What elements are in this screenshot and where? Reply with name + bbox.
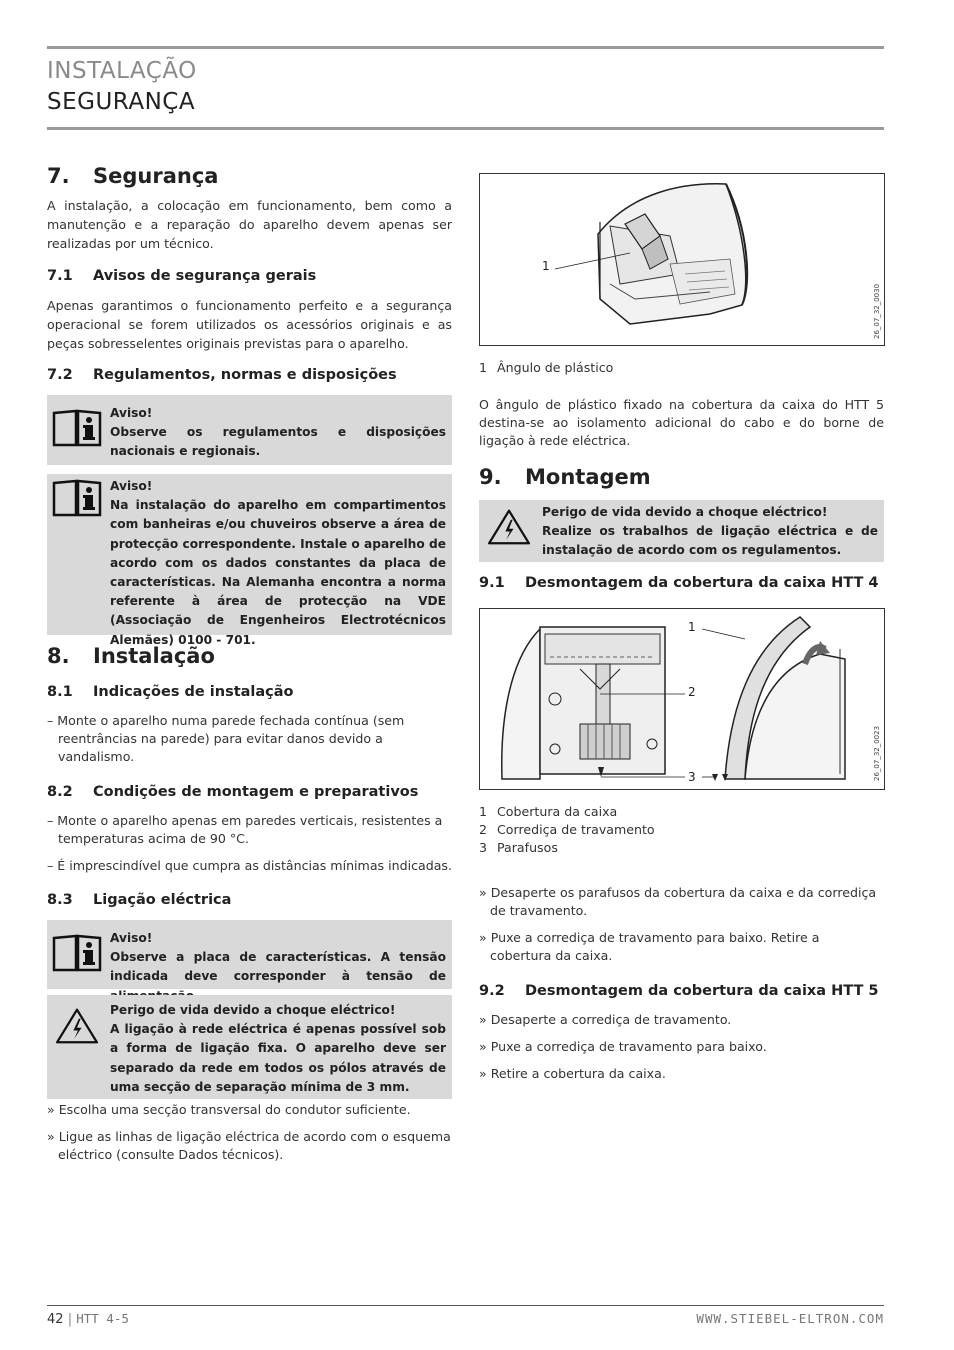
figure-code: 26_07_32_0023 <box>873 725 881 781</box>
header-bottom-rule <box>47 127 884 130</box>
info-box-text <box>110 477 446 650</box>
section-7-2-heading <box>47 367 397 383</box>
danger-box-text <box>542 503 878 561</box>
footer-left: 42 | HTT 4-5 <box>47 1311 129 1327</box>
legend-item <box>479 821 655 839</box>
section-number: 7.2 <box>47 367 73 383</box>
section-8-2-heading <box>47 784 418 800</box>
figure-plastic-angle <box>479 173 885 346</box>
footer-rule <box>47 1305 884 1306</box>
danger-box-body: A ligação à rede eléctrica é apenas possível sob a forma de ligação fixa. O aparelho deve ser separado da rede em todos os pólos através de uma secção de separação mínima de 3 mm. <box>110 1022 446 1094</box>
legend-item <box>479 839 655 857</box>
info-box-body: Na instalação do aparelho em compartimentos com banheiras e/ou chuveiros observe a área de protecção correspondente. Instale o aparelho de acordo com os dados constantes da placa de características. Na Alemanha encontra a norma referente à área de protecção na VDE (Associação de Engenheiros Electrotécnicos Alemães) 0100 - 701. <box>110 498 446 647</box>
section-title: Indicações de instalação <box>93 684 294 700</box>
section-title: Desmontagem da cobertura da caixa HTT 5 <box>525 983 879 999</box>
section-title: Montagem <box>525 465 651 489</box>
page-number: 42 <box>47 1312 64 1327</box>
legend-item <box>479 803 655 821</box>
danger-box-montagem <box>479 500 884 562</box>
legend-text: Parafusos <box>497 840 558 855</box>
info-box-body: Observe a placa de características. A tensão indicada deve corresponder à tensão de <box>110 950 446 984</box>
section-9-1-heading <box>479 575 879 591</box>
figure-htt4-cover <box>479 608 885 790</box>
section-8-heading <box>47 644 215 668</box>
model-name: HTT 4-5 <box>76 1311 129 1326</box>
list-item: » Puxe a corrediça de travamento para baixo. <box>479 1039 767 1054</box>
section-7-text: A instalação, a colocação em funcionamento, bem como a manutenção e a reparação do aparelho devem apenas ser realizadas por um técnico. <box>47 198 452 251</box>
legend-number: 2 <box>479 822 488 837</box>
info-box-lead: Aviso! <box>110 406 153 420</box>
legend-number: 1 <box>479 360 488 375</box>
list-item: – Monte o aparelho numa parede fechada contínua (sem reentrâncias na parede) para evitar danos devido a vandalismo. <box>47 713 405 764</box>
legend-item <box>479 359 613 377</box>
section-7-heading <box>47 164 218 188</box>
info-box-lead: Aviso! <box>110 479 153 493</box>
header-top-rule <box>47 46 884 49</box>
danger-box-lead: Perigo de vida devido a choque eléctrico! <box>542 505 828 519</box>
callout-label: 1 <box>688 620 696 634</box>
section-title: Segurança <box>93 164 219 188</box>
section-number: 8.1 <box>47 684 73 700</box>
section-number: 7.1 <box>47 268 73 284</box>
info-box-text <box>110 404 446 462</box>
danger-box-text <box>110 1001 446 1097</box>
list-item: » Retire a cobertura da caixa. <box>479 1066 666 1081</box>
manual-info-icon <box>52 934 102 972</box>
section-7-1-text: Apenas garantimos o funcionamento perfeito e a segurança operacional se forem utilizados os acessórios originais e as peças sobresselentes originais previstas para o aparelho. <box>47 298 452 351</box>
danger-box-electric <box>47 995 452 1099</box>
legend-number: 3 <box>479 840 488 855</box>
section-number: 9.1 <box>479 575 505 591</box>
legend-text: Cobertura da caixa <box>497 804 618 819</box>
list-item: – Monte o aparelho apenas em paredes verticais, resistentes a temperaturas acima de 90 °C. <box>47 813 443 846</box>
section-title: Condições de montagem e preparativos <box>93 784 419 800</box>
list-item: » Ligue as linhas de ligação eléctrica de acordo com o esquema eléctrico (consulte Dados técnicos). <box>47 1129 451 1162</box>
section-number: 8. <box>47 644 70 668</box>
figure-code: 26_07_32_0030 <box>873 283 881 339</box>
section-7-1-heading <box>47 268 316 284</box>
section-number: 9. <box>479 465 502 489</box>
section-number: 8.3 <box>47 892 73 908</box>
list-item: » Escolha uma secção transversal do condutor suficiente. <box>47 1102 411 1117</box>
section-9-heading <box>479 465 651 489</box>
section-title: Avisos de segurança gerais <box>93 268 317 284</box>
info-box-regulations <box>47 395 452 465</box>
danger-box-lead: Perigo de vida devido a choque eléctrico! <box>110 1003 396 1017</box>
list-item: » Desaperte os parafusos da cobertura da caixa e da corrediça de travamento. <box>479 885 877 918</box>
list-item: – É imprescindível que cumpra as distâncias mínimas indicadas. <box>47 858 452 873</box>
section-9-2-heading <box>479 983 879 999</box>
figure-legend <box>479 359 613 377</box>
section-8-3-heading <box>47 892 231 908</box>
legend-text: Corrediça de travamento <box>497 822 655 837</box>
plastic-angle-illustration <box>480 174 884 345</box>
section-number: 8.2 <box>47 784 73 800</box>
htt4-cover-illustration <box>480 609 884 789</box>
legend-number: 1 <box>479 804 488 819</box>
danger-box-body: Realize os trabalhos de ligação eléctrica e de instalação de acordo com os regulamentos. <box>542 524 878 558</box>
callout-label: 1 <box>542 259 550 273</box>
info-box-rating-plate <box>47 920 452 989</box>
electric-hazard-icon <box>484 508 534 546</box>
section-number: 7. <box>47 164 70 188</box>
info-box-bathroom <box>47 474 452 647</box>
section-8-1-heading <box>47 684 294 700</box>
header-kicker: INSTALAÇÃO <box>47 58 197 84</box>
info-box-lead: Aviso! <box>110 931 153 945</box>
legend-text: Ângulo de plástico <box>497 360 614 375</box>
section-title: Regulamentos, normas e disposições <box>93 367 397 383</box>
figure-legend <box>479 803 655 857</box>
callout-label: 2 <box>688 685 696 699</box>
plastic-angle-text: O ângulo de plástico fixado na cobertura da caixa do HTT 5 destina-se ao isolamento adicional do cabo e do borne de ligação à rede eléctrica. <box>479 397 884 448</box>
section-title: Desmontagem da cobertura da caixa HTT 4 <box>525 575 879 591</box>
callout-label: 3 <box>688 770 696 784</box>
info-box-body: Observe os regulamentos e disposições nacionais e regionais. <box>110 425 446 459</box>
section-title: Instalação <box>93 644 215 668</box>
section-number: 9.2 <box>479 983 505 999</box>
list-item: » Puxe a corrediça de travamento para baixo. Retire a cobertura da caixa. <box>479 930 820 963</box>
manual-info-icon <box>52 479 102 517</box>
header-title: SEGURANÇA <box>47 89 196 115</box>
electric-hazard-icon <box>52 1007 102 1045</box>
manual-info-icon <box>52 409 102 447</box>
section-title: Ligação eléctrica <box>93 892 232 908</box>
list-item: » Desaperte a corrediça de travamento. <box>479 1012 732 1027</box>
website-url[interactable]: WWW.STIEBEL-ELTRON.COM <box>696 1311 884 1326</box>
